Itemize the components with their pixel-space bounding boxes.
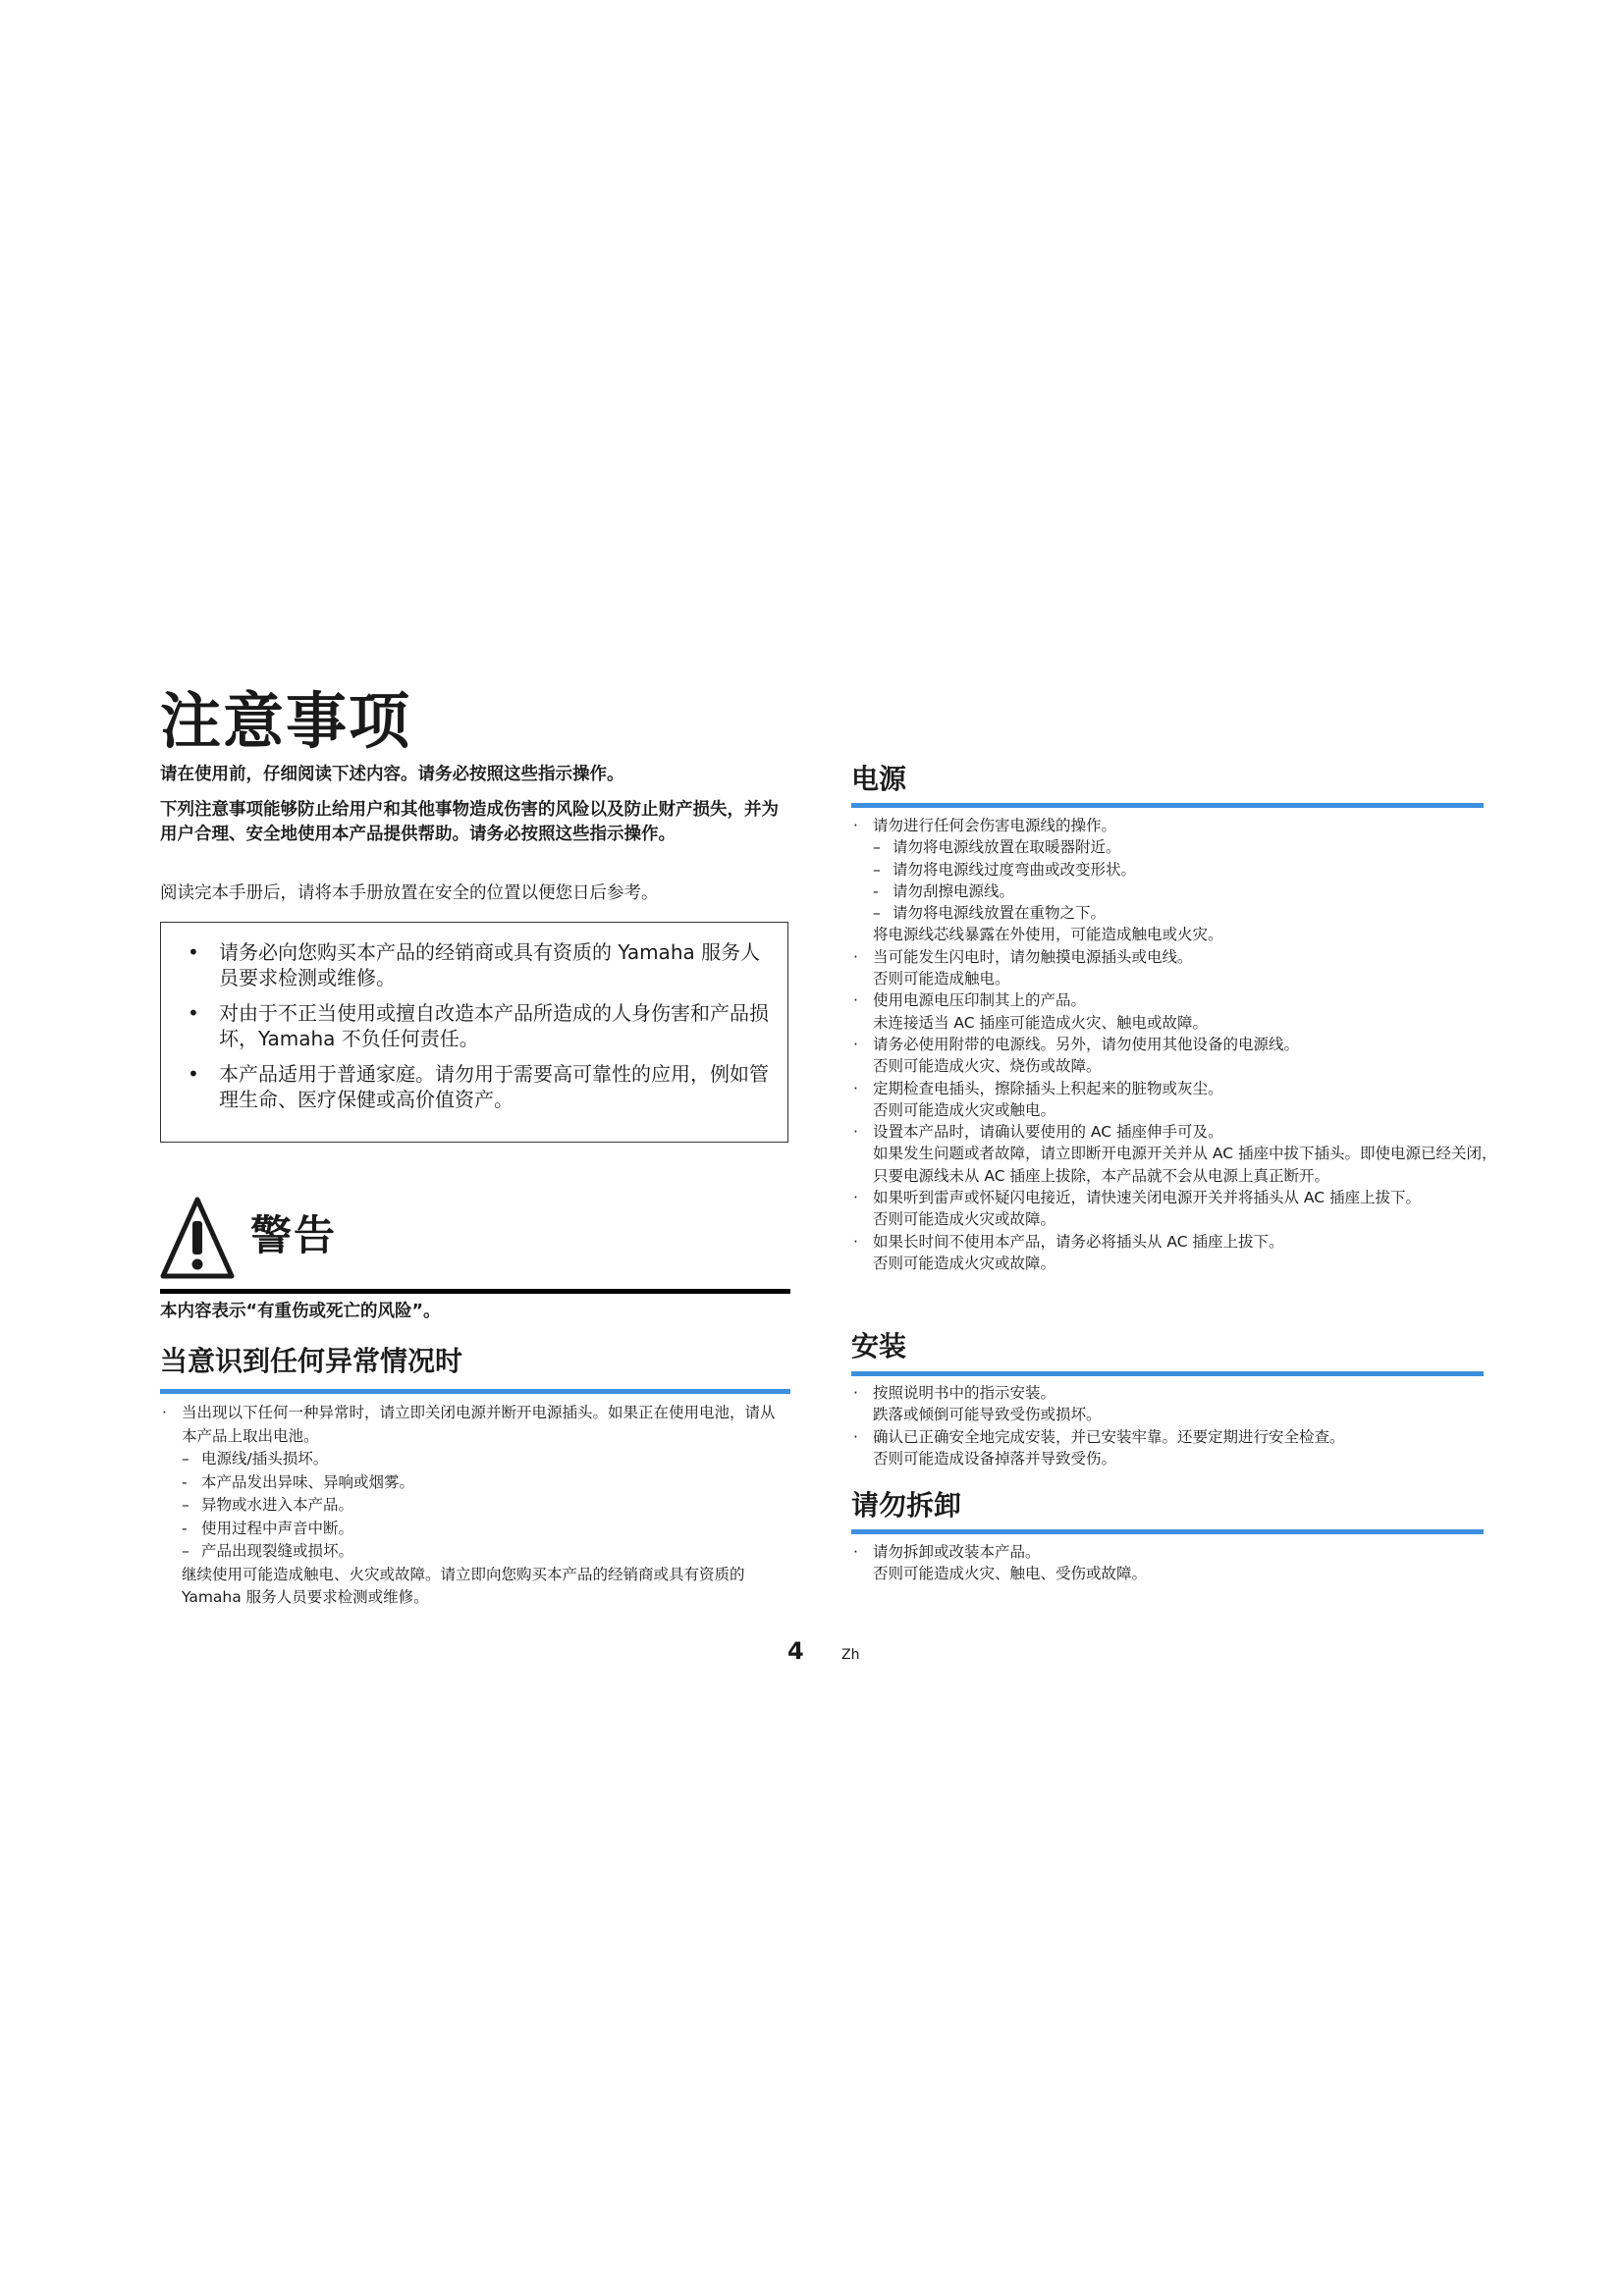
section-title-abnormal: 当意识到任何异常情况时 bbox=[160, 1345, 463, 1377]
list-item-text: 请勿刮擦电源线。 bbox=[893, 881, 1015, 900]
list-item-text: 否则可能造成火灾、烧伤或故障。 bbox=[873, 1057, 1102, 1076]
intro-keep-manual-note: 阅读完本手册后，请将本手册放置在安全的位置以便您日后参考。 bbox=[160, 883, 659, 903]
list-marker: · bbox=[853, 1232, 858, 1251]
list-item-continuation bbox=[851, 1208, 1499, 1230]
list-item-text: 请务必使用附带的电源线。另外，请勿使用其他设备的电源线。 bbox=[873, 1035, 1300, 1053]
list-item bbox=[851, 1426, 1499, 1448]
warning-description: 本内容表示“有重伤或死亡的风险”。 bbox=[160, 1302, 441, 1321]
list-item-text: 请勿拆卸或改装本产品。 bbox=[873, 1543, 1041, 1561]
list-marker: · bbox=[853, 1427, 858, 1446]
list-marker: · bbox=[853, 1543, 858, 1561]
list-item bbox=[851, 1187, 1499, 1208]
list-item-continuation bbox=[851, 1012, 1499, 1034]
list-item-text: 使用电源电压印制其上的产品。 bbox=[873, 991, 1087, 1010]
list-item bbox=[851, 815, 1499, 836]
list-item-text: 定期检查电插头，擦除插头上积起来的脏物或灰尘。 bbox=[873, 1079, 1223, 1097]
list-item-text: 当可能发生闪电时，请勿触摸电源插头或电线。 bbox=[873, 947, 1193, 966]
notice-box bbox=[160, 922, 788, 1143]
list-marker: – bbox=[182, 1496, 189, 1514]
list-item bbox=[851, 946, 1499, 968]
notice-item bbox=[181, 1061, 772, 1112]
list-item bbox=[160, 1402, 788, 1448]
list-marker: - bbox=[182, 1519, 188, 1537]
list-marker: · bbox=[853, 1384, 858, 1402]
list-item-text: 当出现以下任何一种异常时，请立即关闭电源并断开电源插头。如果正在使用电池，请从本产品上取出电池。 bbox=[182, 1404, 776, 1445]
warning-title: 警告 bbox=[250, 1211, 338, 1259]
list-item-continuation bbox=[851, 1143, 1499, 1187]
section-divider bbox=[160, 1389, 790, 1394]
list-marker: – bbox=[873, 860, 881, 879]
list-item-text: 将电源线芯线暴露在外使用，可能造成触电或火灾。 bbox=[873, 926, 1223, 944]
list-item-text: 异物或水进入本产品。 bbox=[201, 1496, 354, 1514]
list-item-text: 请勿将电源线过度弯曲或改变形状。 bbox=[893, 860, 1137, 879]
list-subitem bbox=[160, 1540, 788, 1564]
list-item-continuation bbox=[851, 1404, 1499, 1425]
notice-item-text: 请务必向您购买本产品的经销商或具有资质的 Yamaha 服务人员要求检测或维修。 bbox=[219, 940, 761, 989]
warning-triangle-icon bbox=[160, 1196, 235, 1280]
bullet-marker: • bbox=[188, 940, 199, 964]
notice-item bbox=[181, 1000, 772, 1051]
page-language-code: Zh bbox=[841, 1647, 860, 1663]
list-item-text: 否则可能造成火灾或故障。 bbox=[873, 1254, 1056, 1272]
list-marker: – bbox=[873, 904, 881, 923]
list-marker: · bbox=[853, 1035, 858, 1053]
list-item bbox=[851, 1541, 1499, 1563]
list-item-text: 按照说明书中的指示安装。 bbox=[873, 1384, 1056, 1402]
disassemble-list bbox=[851, 1541, 1499, 1585]
list-marker: · bbox=[853, 817, 858, 834]
list-item-continuation bbox=[851, 968, 1499, 989]
install-list bbox=[851, 1382, 1499, 1469]
list-item-continuation bbox=[851, 1448, 1499, 1469]
list-item-text: 设置本产品时，请确认要使用的 AC 插座伸手可及。 bbox=[873, 1123, 1223, 1142]
abnormal-list bbox=[160, 1402, 788, 1610]
list-item-text: 确认已正确安全地完成安装，并已安装牢靠。还要定期进行安全检查。 bbox=[873, 1427, 1345, 1446]
list-subitem bbox=[851, 859, 1499, 881]
list-item-text: 否则可能造成火灾或故障。 bbox=[873, 1210, 1056, 1229]
list-item-text: 请勿将电源线放置在取暖器附近。 bbox=[893, 838, 1121, 857]
power-list bbox=[851, 815, 1499, 1274]
page-title: 注意事项 bbox=[160, 685, 412, 757]
section-divider bbox=[851, 1371, 1484, 1376]
list-subitem bbox=[160, 1494, 788, 1518]
list-item-text: 如果长时间不使用本产品，请务必将插头从 AC 插座上拔下。 bbox=[873, 1232, 1284, 1251]
list-marker: · bbox=[853, 947, 858, 966]
list-item-text: 如果听到雷声或怀疑闪电接近，请快速关闭电源开关并将插头从 AC 插座上拔下。 bbox=[873, 1189, 1422, 1207]
intro-precaution-paragraph: 下列注意事项能够防止给用户和其他事物造成伤害的风险以及防止财产损失，并为用户合理、安全地使用本产品提供帮助。请务必按照这些指示操作。 bbox=[160, 800, 779, 844]
list-item-text: 本产品发出异味、异响或烟雾。 bbox=[201, 1472, 415, 1491]
list-item-text: 否则可能造成火灾或触电。 bbox=[873, 1100, 1056, 1119]
list-subitem bbox=[851, 881, 1499, 902]
list-marker: · bbox=[162, 1404, 167, 1421]
list-marker: - bbox=[182, 1472, 188, 1491]
list-item-text: 电源线/插头损坏。 bbox=[201, 1450, 329, 1468]
list-item-text: 请勿进行任何会伤害电源线的操作。 bbox=[873, 817, 1117, 834]
list-item-text: 请勿将电源线放置在重物之下。 bbox=[893, 904, 1107, 923]
list-item-continuation bbox=[851, 1099, 1499, 1121]
list-item bbox=[851, 989, 1499, 1011]
list-item-continuation bbox=[851, 1253, 1499, 1274]
intro-instruction: 请在使用前，仔细阅读下述内容。请务必按照这些指示操作。 bbox=[160, 765, 624, 784]
list-item-text: 否则可能造成设备掉落并导致受伤。 bbox=[873, 1449, 1117, 1468]
list-marker: · bbox=[853, 991, 858, 1010]
list-marker: – bbox=[182, 1450, 189, 1468]
list-item bbox=[851, 1382, 1499, 1404]
list-item-continuation bbox=[851, 1055, 1499, 1077]
section-title-disassemble: 请勿拆卸 bbox=[851, 1489, 962, 1522]
section-divider bbox=[851, 803, 1484, 808]
list-item bbox=[851, 1231, 1499, 1253]
list-marker: · bbox=[853, 1079, 858, 1097]
list-item-text: 产品出现裂缝或损坏。 bbox=[201, 1542, 354, 1560]
list-item bbox=[851, 1034, 1499, 1055]
list-item-text: 使用过程中声音中断。 bbox=[201, 1519, 354, 1537]
list-item-continuation bbox=[160, 1564, 788, 1610]
section-title-install: 安装 bbox=[851, 1330, 907, 1362]
list-subitem bbox=[160, 1518, 788, 1541]
list-subitem bbox=[160, 1471, 788, 1495]
notice-item bbox=[181, 939, 772, 990]
list-marker: – bbox=[182, 1542, 189, 1560]
notice-item-text: 对由于不正当使用或擅自改造本产品所造成的人身伤害和产品损坏，Yamaha 不负任何责任。 bbox=[219, 1001, 769, 1050]
warning-divider bbox=[160, 1289, 790, 1294]
list-item bbox=[851, 1078, 1499, 1099]
bullet-marker: • bbox=[188, 1001, 199, 1025]
list-subitem bbox=[160, 1448, 788, 1471]
list-marker: - bbox=[873, 881, 879, 900]
list-item bbox=[851, 1121, 1499, 1143]
section-title-power: 电源 bbox=[851, 763, 907, 795]
list-subitem bbox=[851, 902, 1499, 924]
list-item-text: 跌落或倾倒可能导致受伤或损坏。 bbox=[873, 1406, 1102, 1424]
list-item-text: 未连接适当 AC 插座可能造成火灾、触电或故障。 bbox=[873, 1013, 1209, 1032]
list-marker: · bbox=[853, 1123, 858, 1142]
list-item-text: 否则可能造成火灾、触电、受伤或故障。 bbox=[873, 1565, 1148, 1583]
list-subitem bbox=[851, 836, 1499, 858]
list-marker: · bbox=[853, 1189, 858, 1207]
page-number: 4 bbox=[787, 1637, 804, 1665]
list-item-continuation bbox=[851, 924, 1499, 945]
list-item-text: 如果发生问题或者故障，请立即断开电源开关并从 AC 插座中拔下插头。即使电源已经关闭，只要电源线未从 AC 插座上拔除，本产品就不会从电源上真正断开。 bbox=[873, 1145, 1497, 1185]
bullet-marker: • bbox=[188, 1062, 199, 1086]
list-marker: – bbox=[873, 838, 881, 857]
notice-item-text: 本产品适用于普通家庭。请勿用于需要高可靠性的应用，例如管理生命、医疗保健或高价值资产。 bbox=[219, 1062, 769, 1111]
list-item-text: 否则可能造成触电。 bbox=[873, 970, 1010, 988]
list-item-text: 继续使用可能造成触电、火灾或故障。请立即向您购买本产品的经销商或具有资质的 Yamaha 服务人员要求检测或维修。 bbox=[182, 1565, 745, 1606]
section-divider bbox=[851, 1529, 1484, 1534]
list-item-continuation bbox=[851, 1563, 1499, 1584]
